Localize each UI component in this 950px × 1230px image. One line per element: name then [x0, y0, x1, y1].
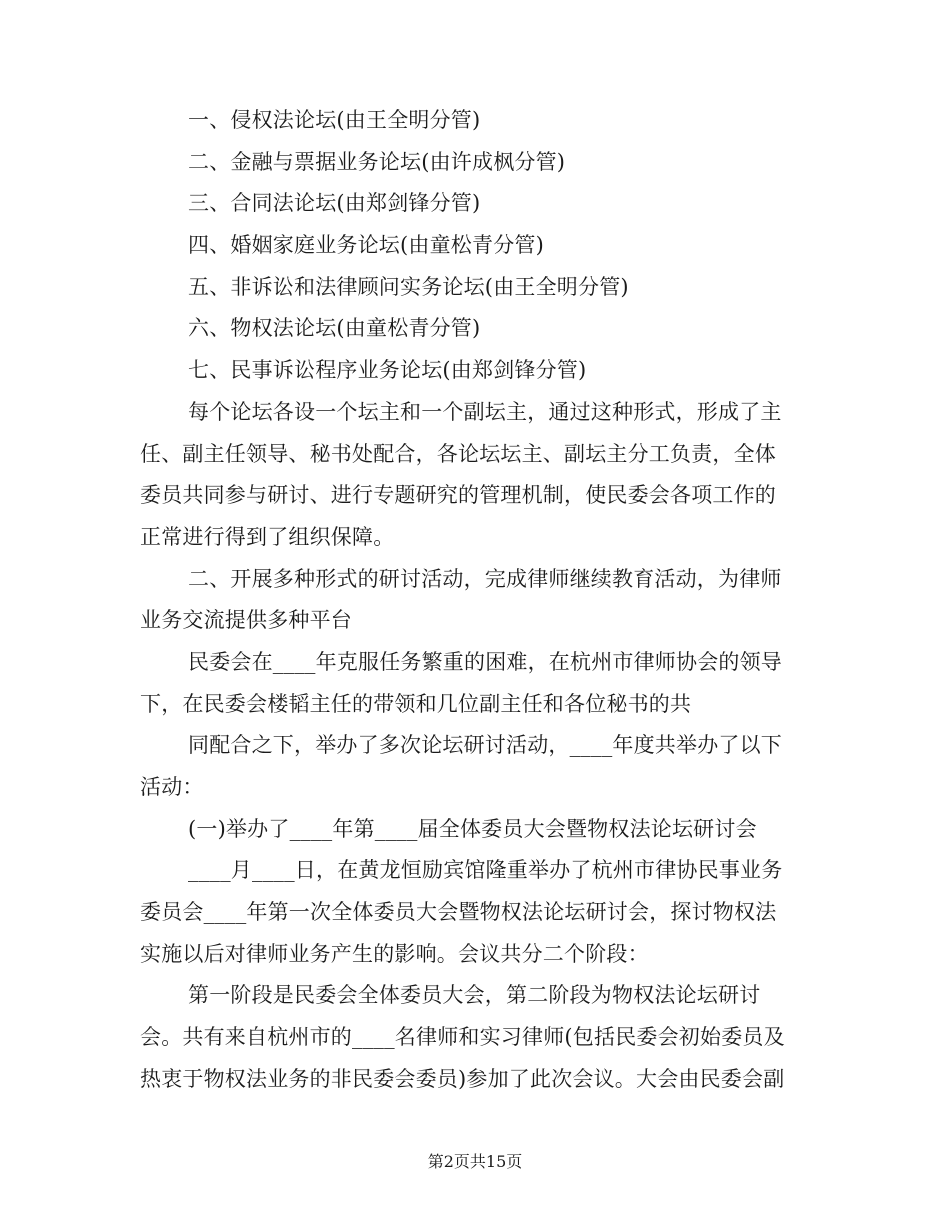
text-line: 委员会____年第一次全体委员大会暨物权法论坛研讨会，探讨物权法	[140, 900, 777, 925]
text-line: 业务交流提供多种平台	[140, 608, 352, 633]
text-line: 四、婚姻家庭业务论坛(由童松青分管)	[188, 233, 544, 258]
text-line: 下，在民委会楼韬主任的带领和几位副主任和各位秘书的共	[140, 691, 692, 716]
text-line: 一、侵权法论坛(由王全明分管)	[188, 108, 481, 132]
text-line: 二、金融与票据业务论坛(由许成枫分管)	[188, 149, 566, 174]
text-line: 同配合之下，举办了多次论坛研讨活动，____年度共举办了以下	[188, 733, 782, 758]
text-line: ____月____日，在黄龙恒励宾馆隆重举办了杭州市律协民事业务	[188, 858, 783, 883]
text-line: 会。共有来自杭州市的____名律师和实习律师(包括民委会初始委员及	[140, 1025, 785, 1050]
text-line: 每个论坛各设一个坛主和一个副坛主，通过这种形式，形成了主	[188, 399, 782, 424]
text-line: 五、非诉讼和法律顾问实务论坛(由王全明分管)	[188, 274, 629, 299]
text-line: 七、民事诉讼程序业务论坛(由郑剑锋分管)	[188, 358, 587, 383]
text-line: 第一阶段是民委会全体委员大会，第二阶段为物权法论坛研讨	[188, 983, 761, 1008]
text-line: 委员共同参与研讨、进行专题研究的管理机制，使民委会各项工作的	[140, 483, 776, 508]
text-line: 六、物权法论坛(由童松青分管)	[188, 316, 481, 341]
document-body	[140, 100, 800, 1101]
text-line: (一)举办了____年第____届全体委员大会暨物权法论坛研讨会	[188, 816, 757, 841]
text-line: 任、副主任领导、秘书处配合，各论坛坛主、副坛主分工负责，全体	[140, 441, 776, 466]
text-line: 民委会在____年克服任务繁重的困难，在杭州市律师协会的领导	[188, 649, 782, 674]
text-line: 三、合同法论坛(由郑剑锋分管)	[188, 191, 481, 216]
text-line: 活动：	[140, 775, 204, 799]
text-line: 二、开展多种形式的研讨活动，完成律师继续教育活动，为律师	[188, 566, 782, 591]
text-line: 热衷于物权法业务的非民委会委员)参加了此次会议。大会由民委会副	[140, 1066, 785, 1091]
text-line: 正常进行得到了组织保障。	[140, 524, 395, 549]
text-line: 实施以后对律师业务产生的影响。会议共分二个阶段：	[140, 941, 649, 966]
page-footer: 第2页共15页	[427, 1152, 523, 1171]
